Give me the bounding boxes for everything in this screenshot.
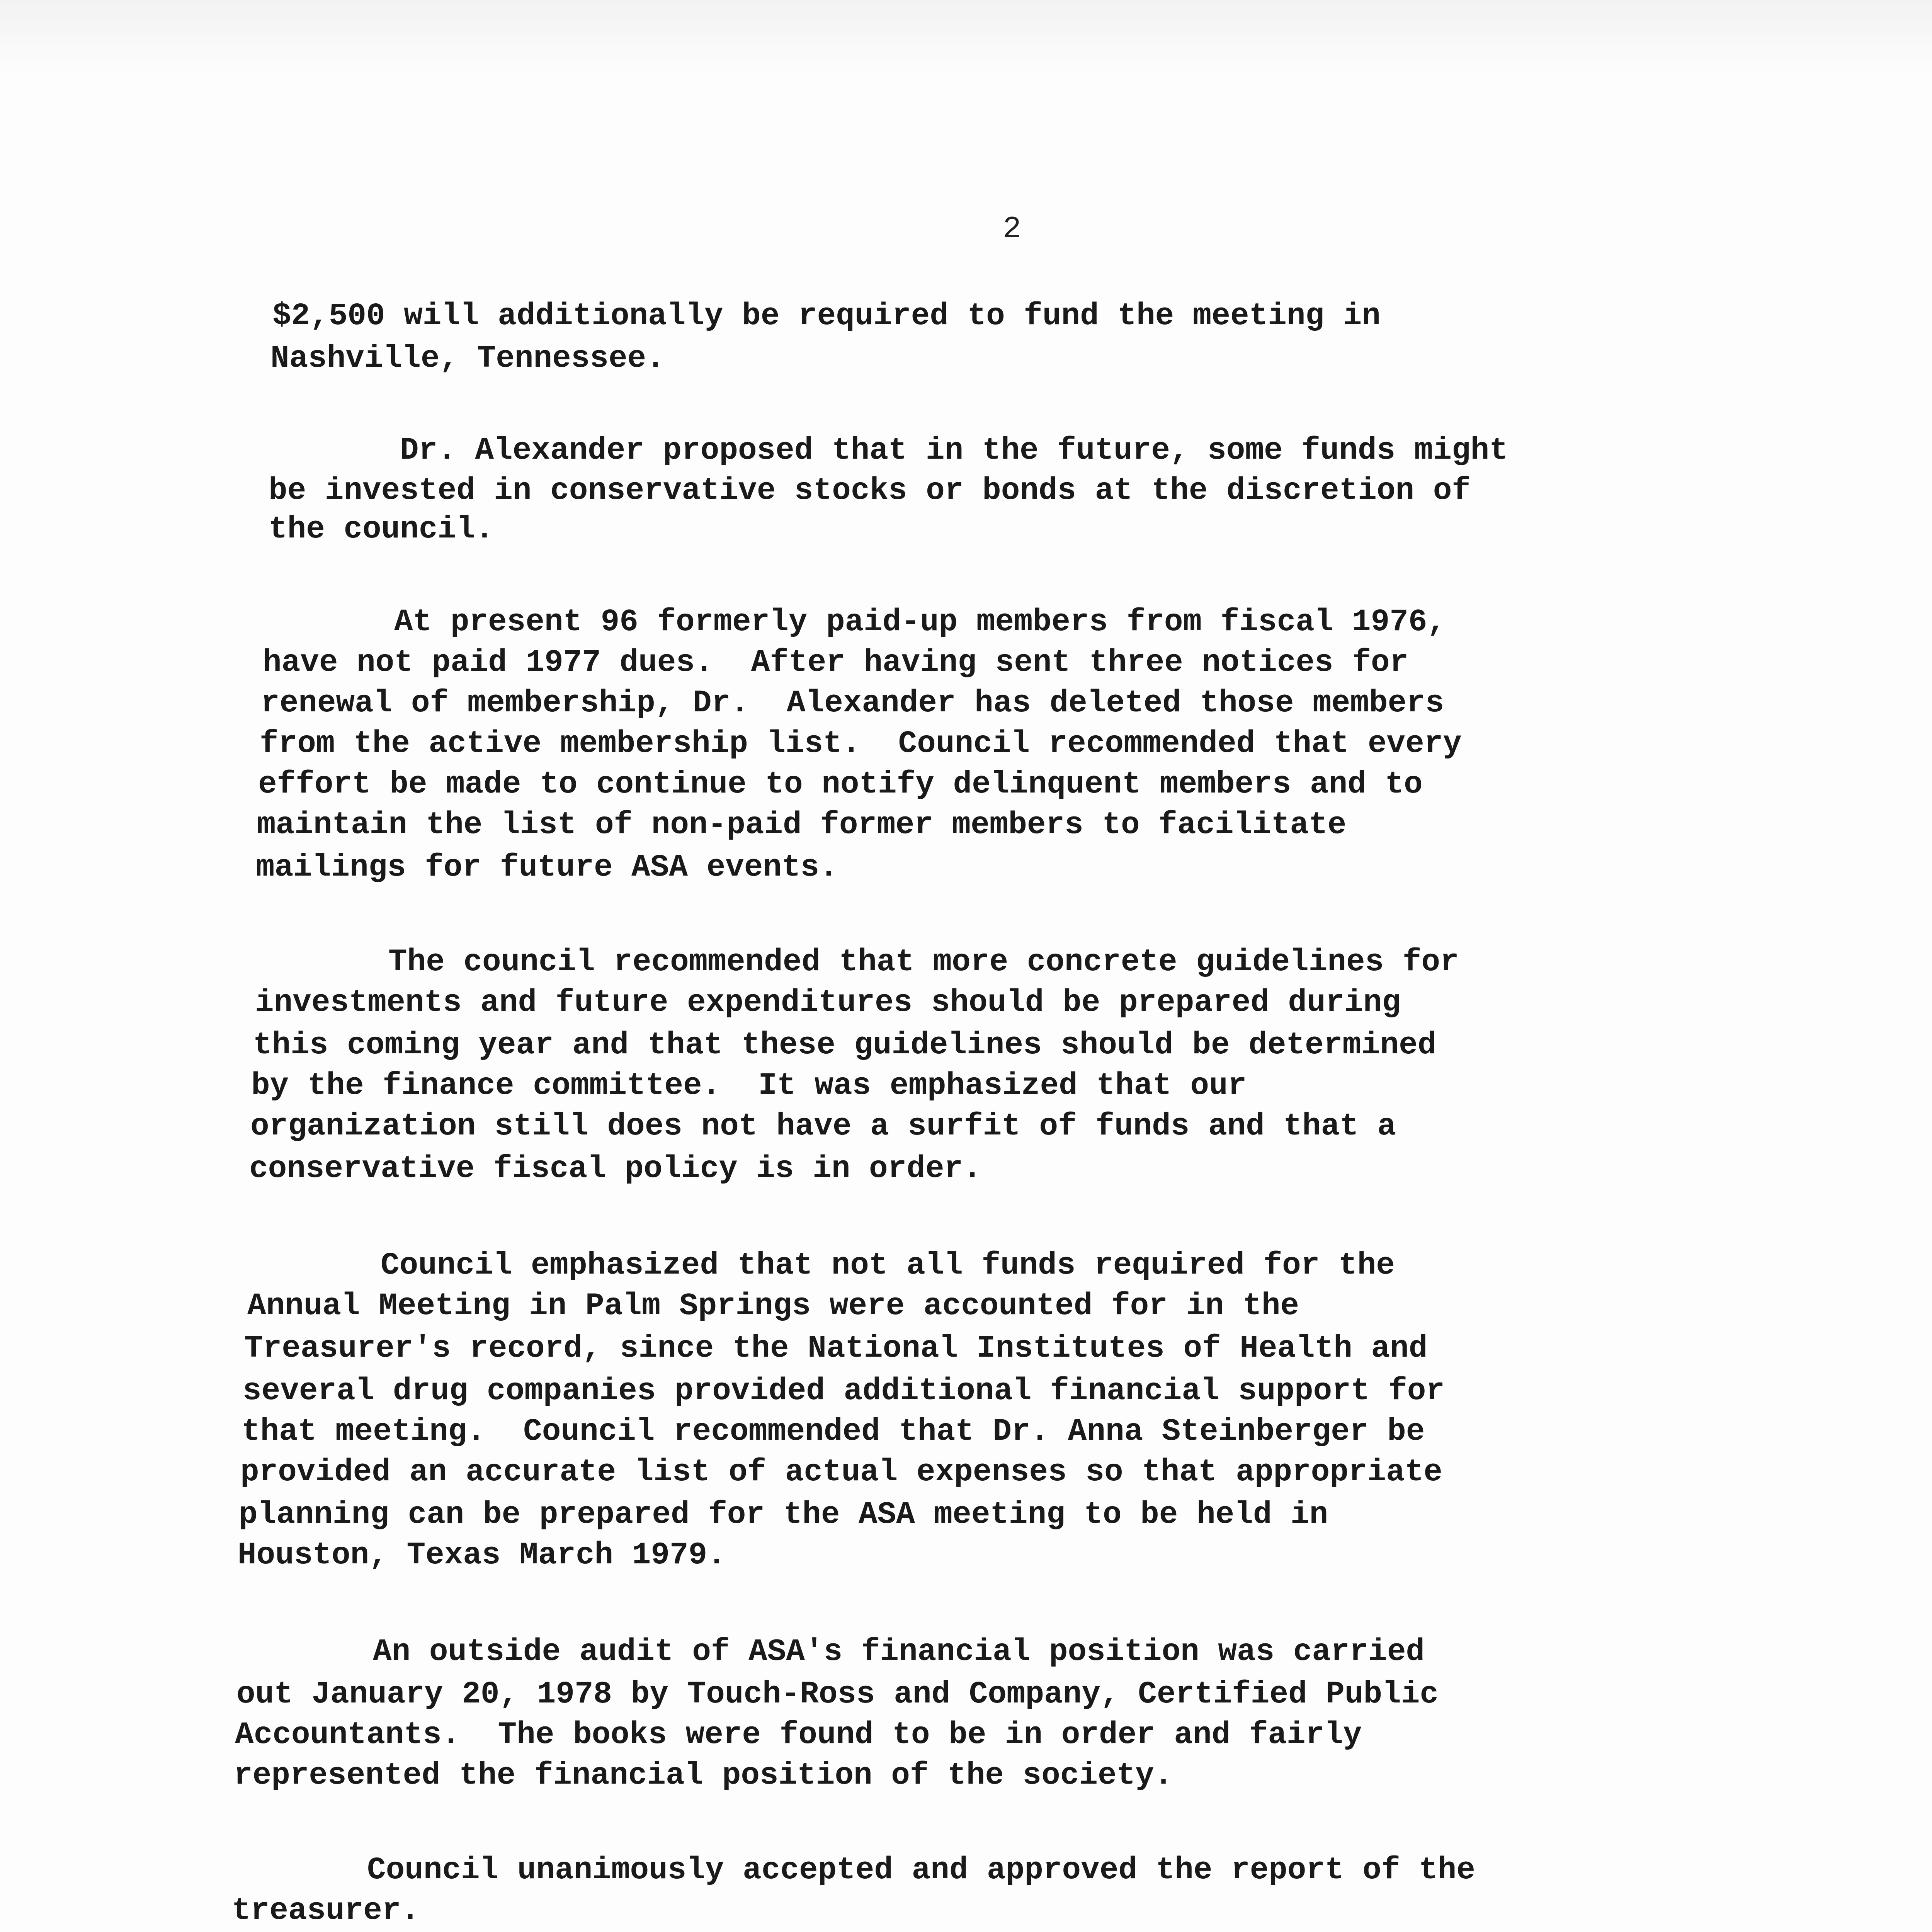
text-line: provided an accurate list of actual expenses so that appropriate — [240, 1455, 1442, 1490]
text-line: effort be made to continue to notify delinquent members and to — [258, 767, 1423, 802]
page-number: 2 — [1003, 212, 1022, 247]
text-line: organization still does not have a surfit of funds and that a — [250, 1109, 1396, 1144]
text-line: conservative fiscal policy is in order. — [249, 1151, 982, 1187]
scan-shadow-top — [0, 0, 1932, 73]
text-line: several drug companies provided additional financial support for — [243, 1374, 1445, 1409]
text-line: out January 20, 1978 by Touch-Ross and Company, Certified Public — [236, 1677, 1439, 1712]
text-line: planning can be prepared for the ASA meeting to be held in — [239, 1497, 1328, 1532]
text-line: $2,500 will additionally be required to fund the meeting in — [272, 299, 1381, 334]
text-line: have not paid 1977 dues. After having sent three notices for — [263, 645, 1409, 680]
text-line: The council recommended that more concrete guidelines for — [388, 945, 1459, 980]
text-line: maintain the list of non-paid former members to facilitate — [257, 808, 1347, 843]
text-line: Council unanimously accepted and approved the report of the — [367, 1853, 1475, 1888]
text-line: Treasurer's record, since the National Institutes of Health and — [244, 1331, 1428, 1366]
text-line: Council emphasized that not all funds required for the — [381, 1248, 1395, 1283]
text-line: that meeting. Council recommended that Dr. Anna Steinberger be — [242, 1414, 1425, 1449]
text-line: Dr. Alexander proposed that in the future, some funds might — [400, 433, 1508, 468]
text-line: renewal of membership, Dr. Alexander has deleted those members — [261, 686, 1444, 721]
text-line: Houston, Texas March 1979. — [238, 1538, 726, 1573]
text-line: An outside audit of ASA's financial position was carried — [373, 1634, 1425, 1670]
text-line: Annual Meeting in Palm Springs were accounted for in the — [247, 1289, 1299, 1324]
text-line: treasurer. — [232, 1893, 420, 1929]
text-line: represented the financial position of the society. — [234, 1758, 1173, 1793]
text-line: this coming year and that these guidelines should be determined — [253, 1028, 1437, 1063]
text-line: Accountants. The books were found to be in order and fairly — [235, 1718, 1362, 1753]
text-line: be invested in conservative stocks or bonds at the discretion of — [269, 473, 1471, 509]
text-line: mailings for future ASA events. — [256, 850, 838, 885]
text-line: At present 96 formerly paid-up members from fiscal 1976, — [394, 605, 1446, 640]
text-line: from the active membership list. Council recommended that every — [260, 726, 1462, 762]
text-line: Nashville, Tennessee. — [270, 341, 665, 376]
text-line: the council. — [269, 512, 494, 547]
text-line: by the finance committee. It was emphasized that our — [251, 1068, 1247, 1104]
text-line: investments and future expenditures should be prepared during — [255, 985, 1401, 1020]
